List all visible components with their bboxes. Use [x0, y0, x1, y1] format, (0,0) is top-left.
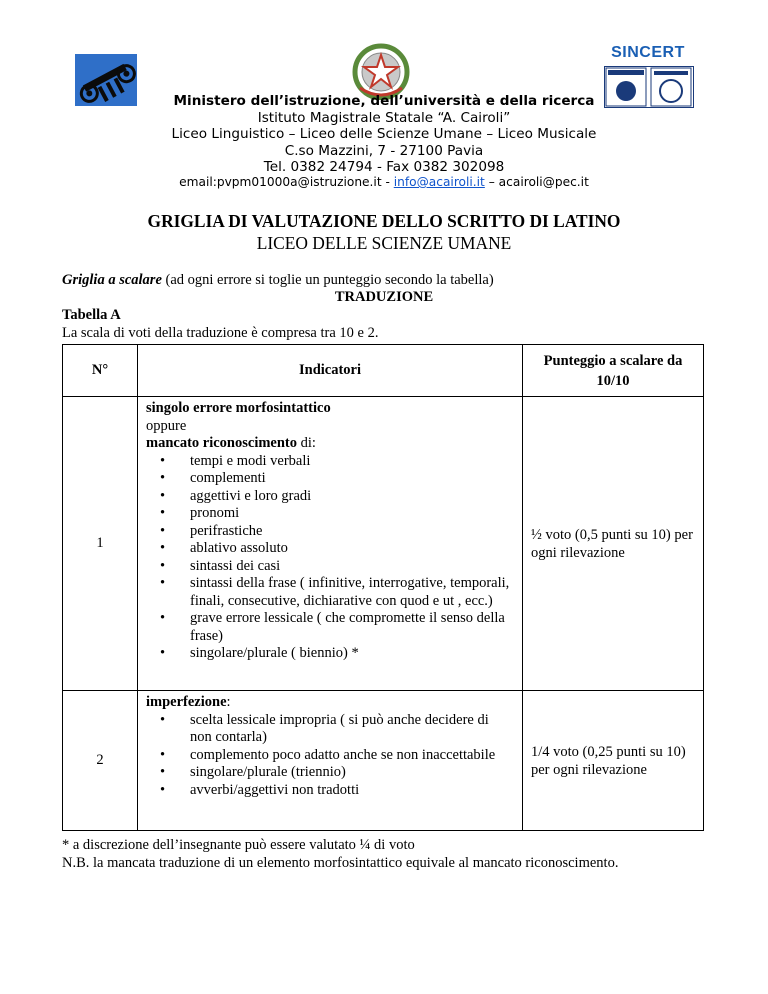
list-item: • aggettivi e loro gradi — [146, 488, 514, 506]
intro-bold: Griglia a scalare — [62, 272, 162, 288]
indicator-lead: imperfezione: — [146, 694, 231, 710]
list-item: • perifrastiche — [146, 523, 514, 541]
address: C.so Mazzini, 7 - 27100 Pavia — [284, 143, 484, 159]
indicator-list — [146, 453, 514, 663]
email-link[interactable]: info@acairoli.it — [393, 175, 485, 189]
footnote-nb: N.B. la mancata traduzione di un elemento morfosintattico equivale al mancato riconoscimento. — [62, 855, 619, 871]
row-indicators — [138, 397, 523, 691]
sincert-wordmark: SINCERT — [611, 44, 685, 61]
table-header-row — [63, 345, 704, 397]
italian-republic-emblem — [352, 42, 410, 100]
email-primary: email:pvpm01000a@istruzione.it - — [179, 175, 394, 189]
list-item: • avverbi/aggettivi non tradotti — [146, 782, 514, 800]
row-score: 1/4 voto (0,25 punti su 10) per ogni rilevazione — [523, 691, 704, 831]
header-num: N° — [63, 345, 138, 397]
ministry-name: Ministero dell’istruzione, dell’università e della ricerca — [173, 93, 595, 109]
list-item: • sintassi dei casi — [146, 558, 514, 576]
list-item: • sintassi della frase ( infinitive, interrogative, temporali, finali, consecutive, dichiarative con quod e ut , ecc.) — [146, 575, 514, 610]
institute-name: Istituto Magistrale Statale “A. Cairoli” — [257, 110, 511, 126]
row-num: 1 — [63, 397, 138, 691]
footnote-asterisk: * a discrezione dell’insegnante può essere valutato ¼ di voto — [62, 837, 415, 853]
list-item: • grave errore lessicale ( che compromette il senso della frase) — [146, 610, 514, 645]
intro-line — [62, 272, 494, 289]
document-title: GRIGLIA DI VALUTAZIONE DELLO SCRITTO DI LATINO — [147, 211, 621, 231]
list-item: • singolare/plurale (triennio) — [146, 764, 514, 782]
row-indicators — [138, 691, 523, 831]
email-pec: – acairoli@pec.it — [484, 175, 589, 189]
list-item: • complemento poco adatto anche se non inaccettabile — [146, 747, 514, 765]
table-row — [63, 397, 704, 691]
table-label: Tabella A — [62, 307, 121, 323]
list-item: • scelta lessicale impropria ( si può anche decidere di non contarla) — [146, 712, 514, 747]
header-indicators: Indicatori — [138, 345, 523, 397]
list-item: • singolare/plurale ( biennio) * — [146, 645, 514, 663]
indicator-or: oppure — [146, 417, 187, 434]
row-num: 2 — [63, 691, 138, 831]
phone-fax: Tel. 0382 24794 - Fax 0382 302098 — [263, 159, 505, 175]
email-line — [0, 175, 768, 189]
list-item: • tempi e modi verbali — [146, 453, 514, 471]
schools-list: Liceo Linguistico – Liceo delle Scienze Umane – Liceo Musicale — [171, 126, 597, 142]
intro-rest: (ad ogni errore si toglie un punteggio secondo la tabella) — [161, 272, 494, 288]
grading-table — [62, 344, 704, 831]
list-item: • complementi — [146, 470, 514, 488]
row-score: ½ voto (0,5 punti su 10) per ogni rilevazione — [523, 397, 704, 691]
list-item: • pronomi — [146, 505, 514, 523]
header-score: Punteggio a scalare da 10/10 — [523, 345, 704, 397]
document-subtitle: LICEO DELLE SCIENZE UMANE — [256, 233, 512, 253]
list-item: • ablativo assoluto — [146, 540, 514, 558]
table-row — [63, 691, 704, 831]
scale-note: La scala di voti della traduzione è compresa tra 10 e 2. — [62, 325, 379, 341]
indicator-lead: singolo errore morfosintattico — [146, 400, 331, 416]
indicator-list — [146, 712, 514, 800]
indicator-lead2: mancato riconoscimento di: — [146, 435, 316, 451]
section-heading: TRADUZIONE — [334, 289, 434, 305]
